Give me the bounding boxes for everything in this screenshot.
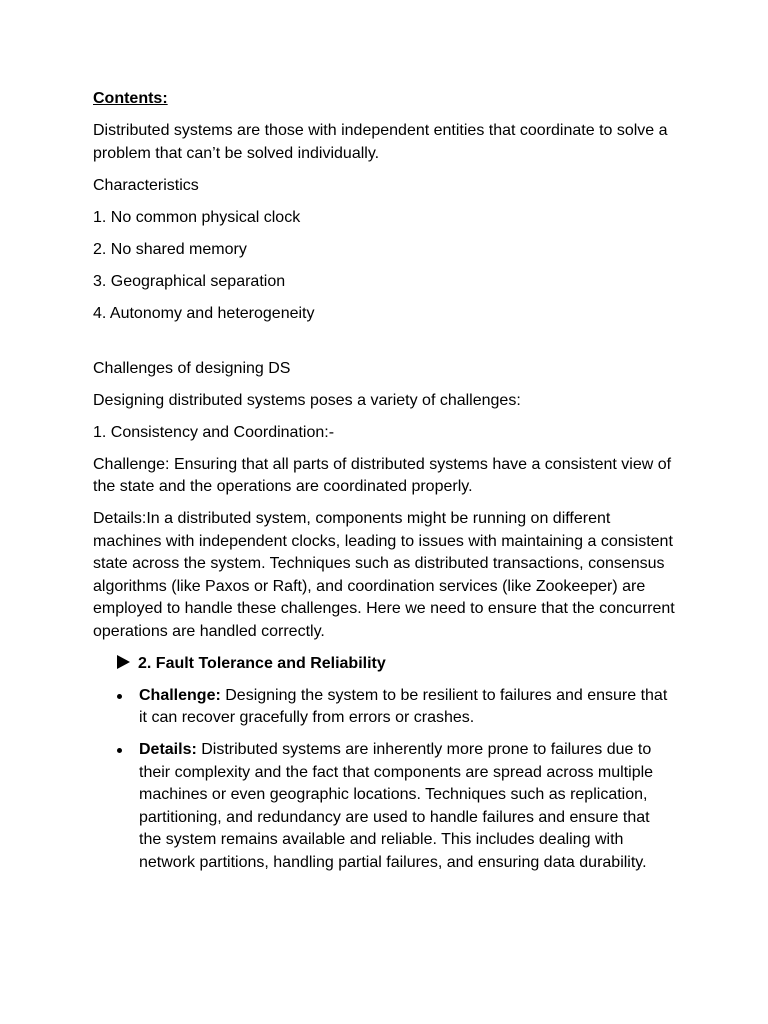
characteristic-item: 3. Geographical separation	[93, 272, 286, 290]
section1-challenge: Challenge: Ensuring that all parts of distributed systems have a consistent view of the state and the operations are coordinated properly.	[93, 455, 672, 495]
contents-heading: Contents:	[93, 90, 168, 107]
section2-title: 2. Fault Tolerance and Reliability	[138, 654, 386, 672]
characteristic-item: 1. No common physical clock	[93, 208, 301, 226]
bullet-icon	[117, 748, 122, 753]
section1-title: 1. Consistency and Coordination:-	[93, 423, 335, 441]
bullet-text: Distributed systems are inherently more prone to failures due to their complexity and the fact that components are spread across multiple machines or even geographic locations. Techniques such as replication, partitioning, and redundancy are used to handle failures and ensure that the system remains available and reliable. This includes dealing with network partitions, handling partial failures, and ensuring data durability.	[139, 741, 654, 871]
bullet-label: Challenge:	[139, 686, 221, 704]
characteristic-item: 2. No shared memory	[93, 240, 247, 258]
list-item	[93, 739, 675, 874]
section1-details: Details:In a distributed system, components might be running on different machines with independent clocks, leading to issues with maintaining a consistent state across the system. Techniques such as distributed transactions, consensus algorithms (like Paxos or Raft), and coordination services (like Zookeeper) are employed to handle these challenges. Here we need to ensure that the concurrent operations are handled correctly.	[93, 510, 675, 640]
characteristics-title: Characteristics	[93, 176, 199, 194]
section2-bullet-list	[93, 685, 675, 875]
bullet-icon	[117, 694, 122, 699]
list-item	[93, 685, 675, 730]
challenges-intro: Designing distributed systems poses a variety of challenges:	[93, 391, 521, 409]
arrow-right-icon	[117, 655, 130, 669]
challenges-title: Challenges of designing DS	[93, 359, 291, 377]
characteristic-item: 4. Autonomy and heterogeneity	[93, 304, 315, 322]
section2-heading	[117, 653, 675, 676]
bullet-label: Details:	[139, 741, 197, 758]
spacer	[93, 335, 675, 358]
bullet-text: Designing the system to be resilient to failures and ensure that it can recover gracefully from errors or crashes.	[139, 686, 668, 726]
intro-paragraph: Distributed systems are those with independent entities that coordinate to solve a problem that can’t be solved individually.	[93, 122, 668, 162]
